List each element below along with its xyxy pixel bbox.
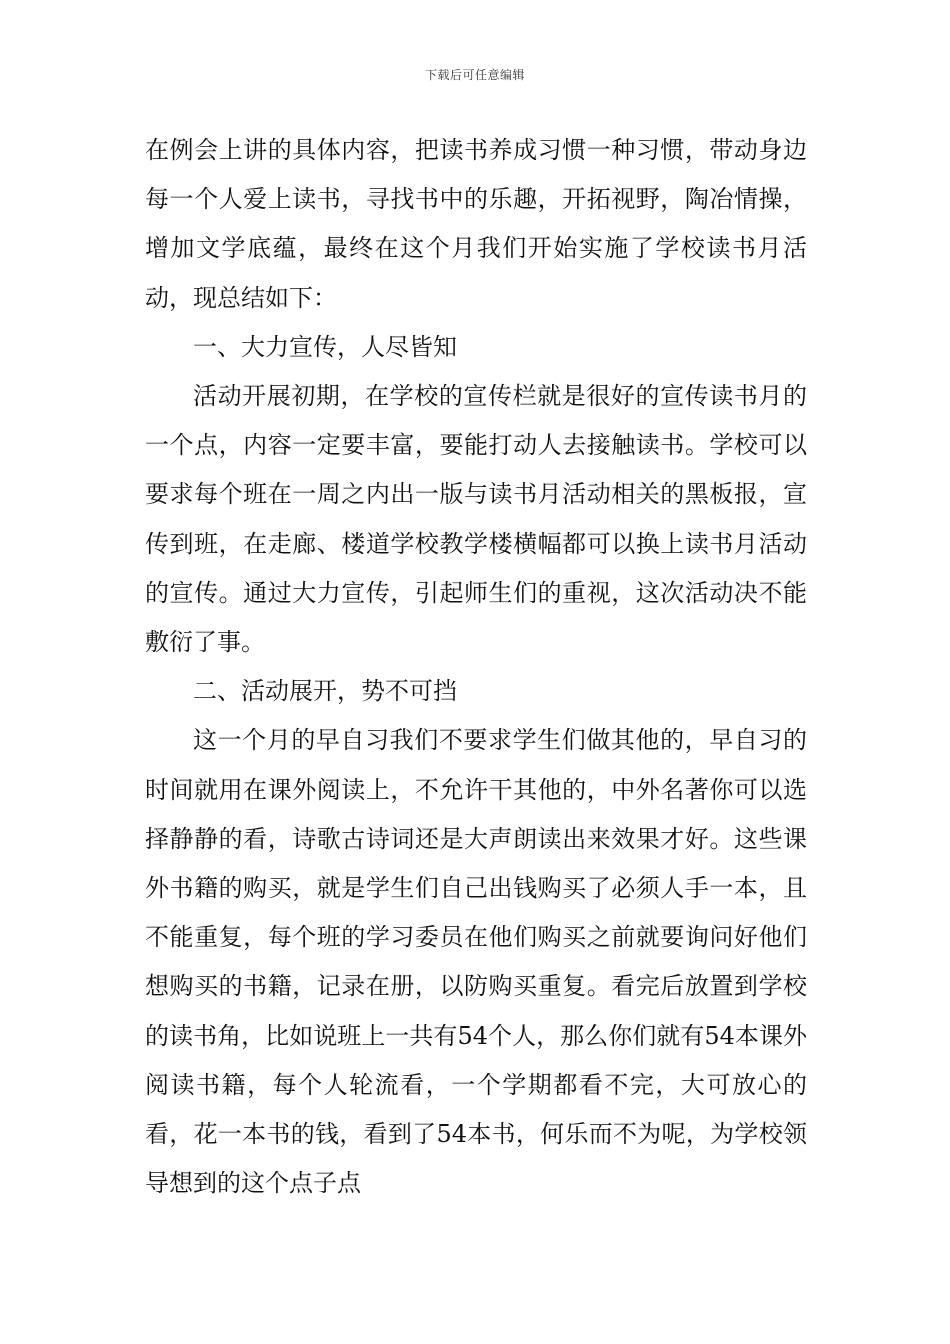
section-heading-2: 二、活动展开，势不可挡	[193, 677, 457, 706]
section-heading-1: 一、大力宣传，人尽皆知	[193, 332, 457, 361]
page-header: 下载后可任意编辑	[424, 68, 525, 82]
paragraph-activity: 这一个月的早自习我们不要求学生们做其他的，早自习的时间就用在课外阅读上，不允许干其他的，中外名著你可以选择静静的看，诗歌古诗词还是大声朗读出来效果才好。这些课外书籍的购买，就是学生们自己出钱购买了必须人手一本，且不能重复，每个班的学习委员在他们购买之前就要询问好他们想购买的书籍，记录在册，以防购买重复。看完后放置到学校的读书角，比如说班上一共有54个人，那么你们就有54本课外阅读书籍，每个人轮流看，一个学期都看不完，大可放心的看，花一本书的钱，看到了54本书，何乐而不为呢，为学校领导想到的这个点子点	[145, 726, 807, 1198]
paragraph-intro: 在例会上讲的具体内容，把读书养成习惯一种习惯，带动身边每一个人爱上读书，寻找书中的乐趣，开拓视野，陶冶情操，增加文学底蕴，最终在这个月我们开始实施了学校读书月活动，现总结如下：	[145, 136, 807, 312]
document-body	[145, 126, 807, 1208]
paragraph-publicity: 活动开展初期，在学校的宣传栏就是很好的宣传读书月的一个点，内容一定要丰富，要能打动人去接触读书。学校可以要求每个班在一周之内出一版与读书月活动相关的黑板报，宣传到班，在走廊、楼道学校教学楼横幅都可以换上读书月活动的宣传。通过大力宣传，引起师生们的重视，这次活动决不能敷衍了事。	[145, 382, 807, 657]
